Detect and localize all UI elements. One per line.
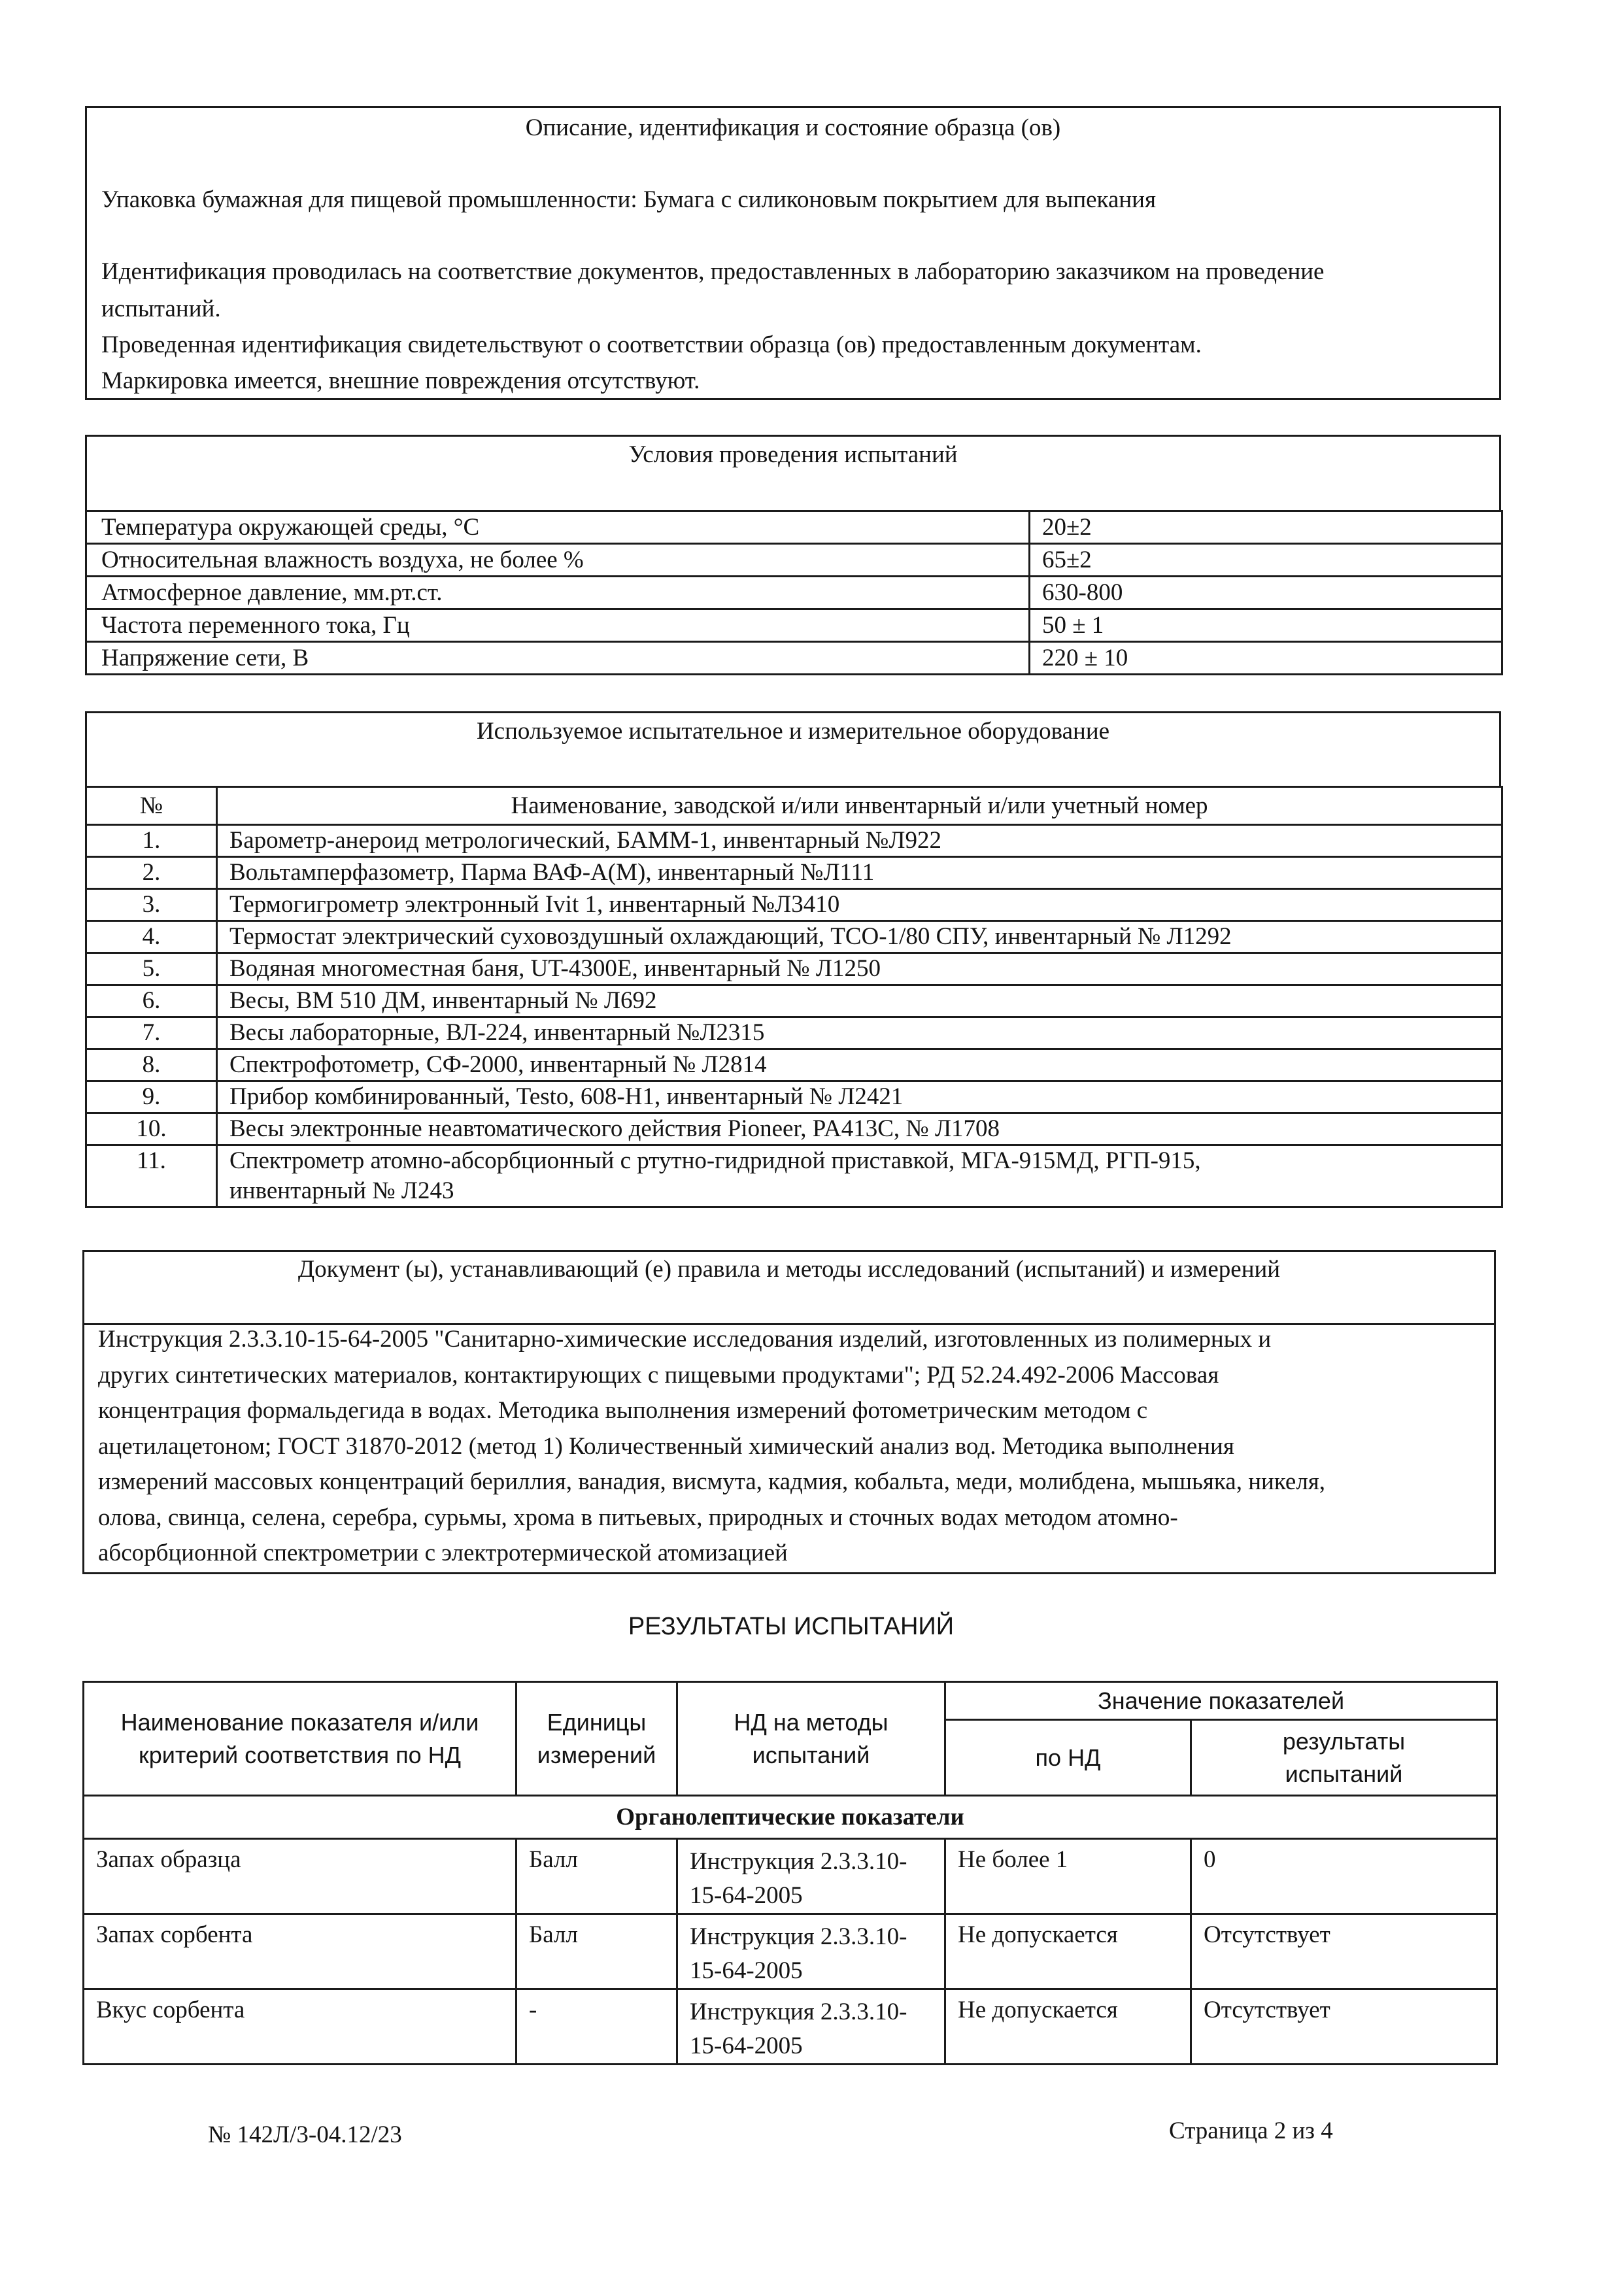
equipment-num: 4. bbox=[86, 921, 217, 953]
equipment-name: Водяная многоместная баня, UT-4300E, инвентарный № Л1250 bbox=[217, 953, 1502, 985]
equipment-name: Термостат электрический суховоздушный охлаждающий, ТСО-1/80 СПУ, инвентарный № Л1292 bbox=[217, 921, 1502, 953]
conditions-table bbox=[85, 510, 1503, 675]
condition-value: 220 ± 10 bbox=[1030, 642, 1502, 675]
documents-line: других синтетических материалов, контактирующих с пищевыми продуктами"; РД 52.24.492-2006 Массовая bbox=[98, 1361, 1219, 1389]
description-heading: Описание, идентификация и состояние образца (ов) bbox=[525, 114, 1061, 141]
equipment-name: Весы, ВМ 510 ДМ, инвентарный № Л692 bbox=[217, 985, 1502, 1017]
equipment-num: 1. bbox=[86, 825, 217, 857]
description-line: Упаковка бумажная для пищевой промышленности: Бумага с силиконовым покрытием для выпекания bbox=[101, 186, 1157, 213]
header-units bbox=[516, 1682, 677, 1796]
condition-value: 65±2 bbox=[1030, 544, 1502, 577]
equipment-num: 10. bbox=[86, 1113, 217, 1145]
result-nd-line1: Инструкция 2.3.3.10- bbox=[690, 1848, 907, 1875]
result-nd-line2: 15-64-2005 bbox=[690, 2033, 803, 2059]
documents-heading: Документ (ы), устанавливающий (е) правила и методы исследований (испытаний) и измерений bbox=[297, 1256, 1281, 1283]
result-norm: Не допускается bbox=[945, 1914, 1191, 1989]
equipment-col-name: Наименование, заводской и/или инвентарный и/или учетный номер bbox=[217, 787, 1502, 825]
header-results bbox=[1191, 1720, 1497, 1796]
equipment-num: 5. bbox=[86, 953, 217, 985]
equipment-num: 9. bbox=[86, 1081, 217, 1113]
equipment-name: Вольтамперфазометр, Парма ВАФ-А(М), инвентарный №Л111 bbox=[217, 857, 1502, 889]
equipment-name: Весы электронные неавтоматического действия Pioneer, PA413C, № Л1708 bbox=[217, 1113, 1502, 1145]
result-nd-line2: 15-64-2005 bbox=[690, 1882, 803, 1909]
header-results-line1: результаты bbox=[1282, 1727, 1406, 1755]
result-value: Отсутствует bbox=[1191, 1914, 1497, 1989]
condition-label: Частота переменного тока, Гц bbox=[86, 609, 1030, 642]
result-nd-line2: 15-64-2005 bbox=[690, 1957, 803, 1984]
result-name: Вкус сорбента bbox=[84, 1989, 516, 2065]
equipment-name: Прибор комбинированный, Testo, 608-H1, инвентарный № Л2421 bbox=[217, 1081, 1502, 1113]
result-norm: Не более 1 bbox=[945, 1839, 1191, 1914]
header-indicator-name bbox=[84, 1682, 516, 1796]
header-nd-methods-line2: испытаний bbox=[752, 1741, 870, 1768]
equipment-name: Спектрофотометр, СФ-2000, инвентарный № Л2814 bbox=[217, 1049, 1502, 1081]
result-unit: - bbox=[516, 1989, 677, 2065]
description-line: испытаний. bbox=[101, 295, 221, 322]
result-nd-line1: Инструкция 2.3.3.10- bbox=[690, 1999, 907, 2025]
equipment-name: Спектрометр атомно-абсорбционный с ртутно-гидридной приставкой, МГА-915МД, РГП-915, bbox=[229, 1147, 1201, 1174]
equipment-col-num: № bbox=[86, 787, 217, 825]
footer-doc-number: № 142Л/3-04.12/23 bbox=[208, 2121, 402, 2148]
condition-value: 20±2 bbox=[1030, 511, 1502, 544]
result-unit: Балл bbox=[516, 1914, 677, 1989]
results-table bbox=[82, 1681, 1498, 2065]
result-name: Запах сорбента bbox=[84, 1914, 516, 1989]
equipment-name: Весы лабораторные, ВЛ-224, инвентарный №Л2315 bbox=[217, 1017, 1502, 1049]
equipment-heading: Используемое испытательное и измерительное оборудование bbox=[476, 718, 1110, 745]
documents-line: Инструкция 2.3.3.10-15-64-2005 "Санитарно-химические исследования изделий, изготовленных из полимерных и bbox=[98, 1326, 1272, 1353]
condition-label: Относительная влажность воздуха, не более % bbox=[86, 544, 1030, 577]
result-value: 0 bbox=[1191, 1839, 1497, 1914]
documents-line: абсорбционной спектрометрии с электротермической атомизацией bbox=[98, 1540, 788, 1566]
description-line: Идентификация проводилась на соответствие документов, предоставленных в лабораторию заказчиком на проведение bbox=[101, 258, 1325, 285]
equipment-num: 3. bbox=[86, 889, 217, 921]
equipment-num: 7. bbox=[86, 1017, 217, 1049]
conditions-heading: Условия проведения испытаний bbox=[628, 441, 958, 468]
documents-line: измерений массовых концентраций бериллия, ванадия, висмута, кадмия, кобальта, меди, молибдена, мышьяка, никеля, bbox=[98, 1468, 1326, 1495]
condition-value: 630-800 bbox=[1030, 577, 1502, 609]
condition-label: Атмосферное давление, мм.рт.ст. bbox=[86, 577, 1030, 609]
condition-label: Напряжение сети, В bbox=[86, 642, 1030, 675]
header-indicator-name-line2: критерий соответствия по НД bbox=[138, 1741, 462, 1768]
result-norm: Не допускается bbox=[945, 1989, 1191, 2065]
header-indicator-name-line1: Наименование показателя и/или bbox=[120, 1708, 479, 1736]
header-units-line2: измерений bbox=[537, 1741, 656, 1768]
documents-text bbox=[98, 1322, 1325, 1572]
header-values: Значение показателей bbox=[945, 1682, 1497, 1720]
header-nd-methods-line1: НД на методы bbox=[734, 1708, 888, 1736]
equipment-name-continued: инвентарный № Л243 bbox=[229, 1177, 454, 1204]
equipment-num: 11. bbox=[86, 1145, 217, 1207]
section-organoleptic: Органолептические показатели bbox=[84, 1796, 1497, 1839]
documents-line: концентрация формальдегида в водах. Методика выполнения измерений фотометрическим методом с bbox=[98, 1397, 1148, 1424]
result-nd-line1: Инструкция 2.3.3.10- bbox=[690, 1923, 907, 1950]
result-nd bbox=[677, 1839, 945, 1914]
documents-line: олова, свинца, селена, серебра, сурьмы, хрома в питьевых, природных и сточных водах методом атомно- bbox=[98, 1504, 1178, 1531]
footer-page-number: Страница 2 из 4 bbox=[1169, 2117, 1333, 2144]
results-title: РЕЗУЛЬТАТЫ ИСПЫТАНИЙ bbox=[628, 1613, 955, 1640]
equipment-name-multiline bbox=[217, 1145, 1502, 1207]
result-nd bbox=[677, 1989, 945, 2065]
equipment-name: Термогигрометр электронный Ivit 1, инвентарный №Л3410 bbox=[217, 889, 1502, 921]
header-nd-methods bbox=[677, 1682, 945, 1796]
equipment-num: 2. bbox=[86, 857, 217, 889]
equipment-num: 6. bbox=[86, 985, 217, 1017]
equipment-name: Барометр-анероид метрологический, БАММ-1, инвентарный №Л922 bbox=[217, 825, 1502, 857]
condition-label: Температура окружающей среды, °С bbox=[86, 511, 1030, 544]
description-line: Маркировка имеется, внешние повреждения отсутствуют. bbox=[101, 367, 700, 394]
equipment-table bbox=[85, 786, 1503, 1208]
result-value: Отсутствует bbox=[1191, 1989, 1497, 2065]
header-results-line2: испытаний bbox=[1285, 1760, 1403, 1787]
result-nd bbox=[677, 1914, 945, 1989]
result-name: Запах образца bbox=[84, 1839, 516, 1914]
header-by-nd: по НД bbox=[945, 1720, 1191, 1796]
equipment-num: 8. bbox=[86, 1049, 217, 1081]
result-unit: Балл bbox=[516, 1839, 677, 1914]
description-line: Проведенная идентификация свидетельствуют о соответствии образца (ов) предоставленным документам. bbox=[101, 331, 1202, 358]
condition-value: 50 ± 1 bbox=[1030, 609, 1502, 642]
header-units-line1: Единицы bbox=[547, 1708, 647, 1736]
documents-line: ацетилацетоном; ГОСТ 31870-2012 (метод 1) Количественный химический анализ вод. Методика выполнения bbox=[98, 1432, 1234, 1460]
